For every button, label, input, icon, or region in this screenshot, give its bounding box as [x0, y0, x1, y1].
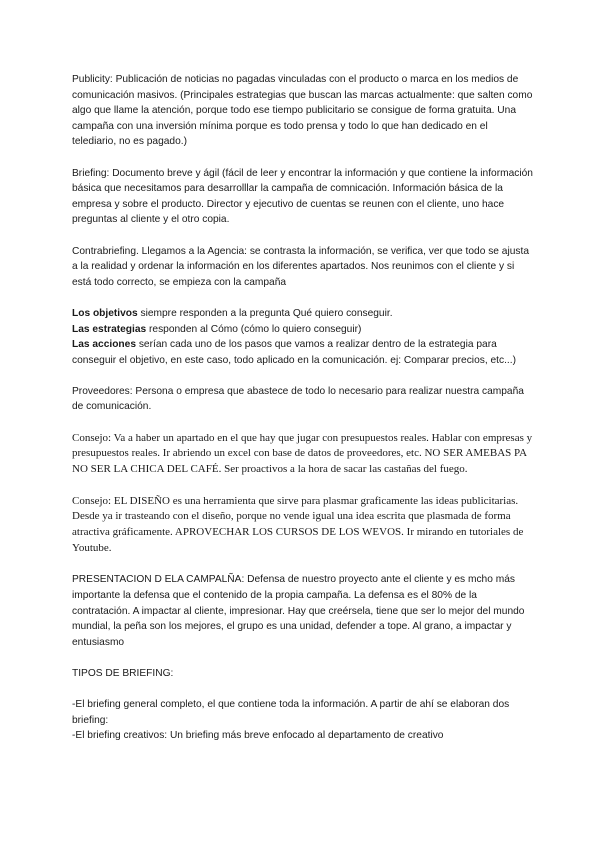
spacer: [72, 150, 534, 166]
document-body: [72, 72, 534, 744]
spacer: [72, 290, 534, 306]
estrategias-text: responden al Cómo (cómo lo quiero conseguir): [146, 323, 362, 335]
acciones-text: serían cada uno de los pasos que vamos a realizar dentro de la estrategia para conseguir el objetivo, en este caso, todo aplicado en la comunicación. ej: Comparar precios, etc...): [72, 339, 516, 366]
spacer: [72, 478, 534, 494]
acciones-line: [72, 337, 534, 368]
briefing-paragraph: Briefing: Documento breve y ágil (fácil de leer y encontrar la información y que contiene la información básica que necesitamos para desarrolllar la campaña de comnicación. Información básica de la empresa y sobre el producto. Director y ejecutivo de cuentas se reunen con el cliente, uno hace preguntas al cliente y el otro copia.: [72, 167, 533, 226]
objetivos-line: [72, 306, 534, 322]
spacer: [72, 415, 534, 431]
consejo-diseno-paragraph: Consejo: EL DISEÑO es una herramienta que sirve para plasmar graficamente las ideas publicitarias. Desde ya ir trasteando con el diseño, porque no vende igual una idea escrita que plasmada de forma atractiva gráficamente. APROVECHAR LOS CURSOS DE LOS WEVOS. Ir mirando en tutoriales de Youtube.: [72, 494, 524, 555]
publicity-paragraph: Publicity: Publicación de noticias no pagadas vinculadas con el producto o marca en los medios de comunicación masivos. (Principales estrategias que buscan las marcas actualmente: que salten como algo que llame la atención, porque todo ese tiempo publicitario se consigue de forma gratuita. Una campaña con una inversión mínima porque es todo prensa y todo lo que han dedicado en el telediario, no es pagado.): [72, 74, 533, 148]
spacer: [72, 368, 534, 384]
estrategias-term: Las estrategias: [72, 323, 147, 335]
tipo-creativos-item: -El briefing creativos: Un briefing más breve enfocado al departamento de creativo: [72, 730, 444, 742]
contrabriefing-paragraph: Contrabriefing. Llegamos a la Agencia: se contrasta la información, se verifica, ver que todo se ajusta a la realidad y ordenar la información en los diferentes apartados. Nos reunimos con el cliente y si está todo correcto, se empieza con la campaña: [72, 245, 529, 288]
proveedores-paragraph: Proveedores: Persona o empresa que abastece de todo lo necesario para realizar nuestra campaña de comunicación.: [72, 385, 524, 413]
tipos-heading: TIPOS DE BRIEFING:: [72, 667, 174, 679]
presentacion-paragraph: PRESENTACION D ELA CAMPALÑA: Defensa de nuestro proyecto ante el cliente y es mcho más importante la defensa que el contenido de la propia campaña. La defensa es el 80% de la contratación. A impactar al cliente, impresionar. Hay que creérsela, tiene que ser lo mejor del mundo mundial, la peña son los mejores, el grupo es una unidad, defender a tope. Al grano, a impactar y entusiasmo: [72, 574, 525, 648]
spacer: [72, 682, 534, 698]
spacer: [72, 650, 534, 666]
estrategias-line: [72, 322, 534, 338]
objetivos-text: siempre responden a la pregunta Qué quiero conseguir.: [137, 307, 393, 319]
spacer: [72, 228, 534, 244]
consejo-proveedores-paragraph: Consejo: Va a haber un apartado en el que hay que jugar con presupuestos reales. Hablar con empresas y presupuestos reales. Ir abriendo un excel con base de datos de proveedores, etc. NO SER AMEBAS PA NO SER LA CHICA DEL CAFÉ. Ser proactivos a la hora de sacar las castañas del fuego.: [72, 431, 533, 476]
objetivos-term: Los objetivos: [72, 307, 138, 319]
acciones-term: Las acciones: [72, 339, 136, 351]
spacer: [72, 557, 534, 573]
tipo-general-item: -El briefing general completo, el que contiene toda la información. A partir de ahí se elaboran dos briefing:: [72, 699, 510, 726]
